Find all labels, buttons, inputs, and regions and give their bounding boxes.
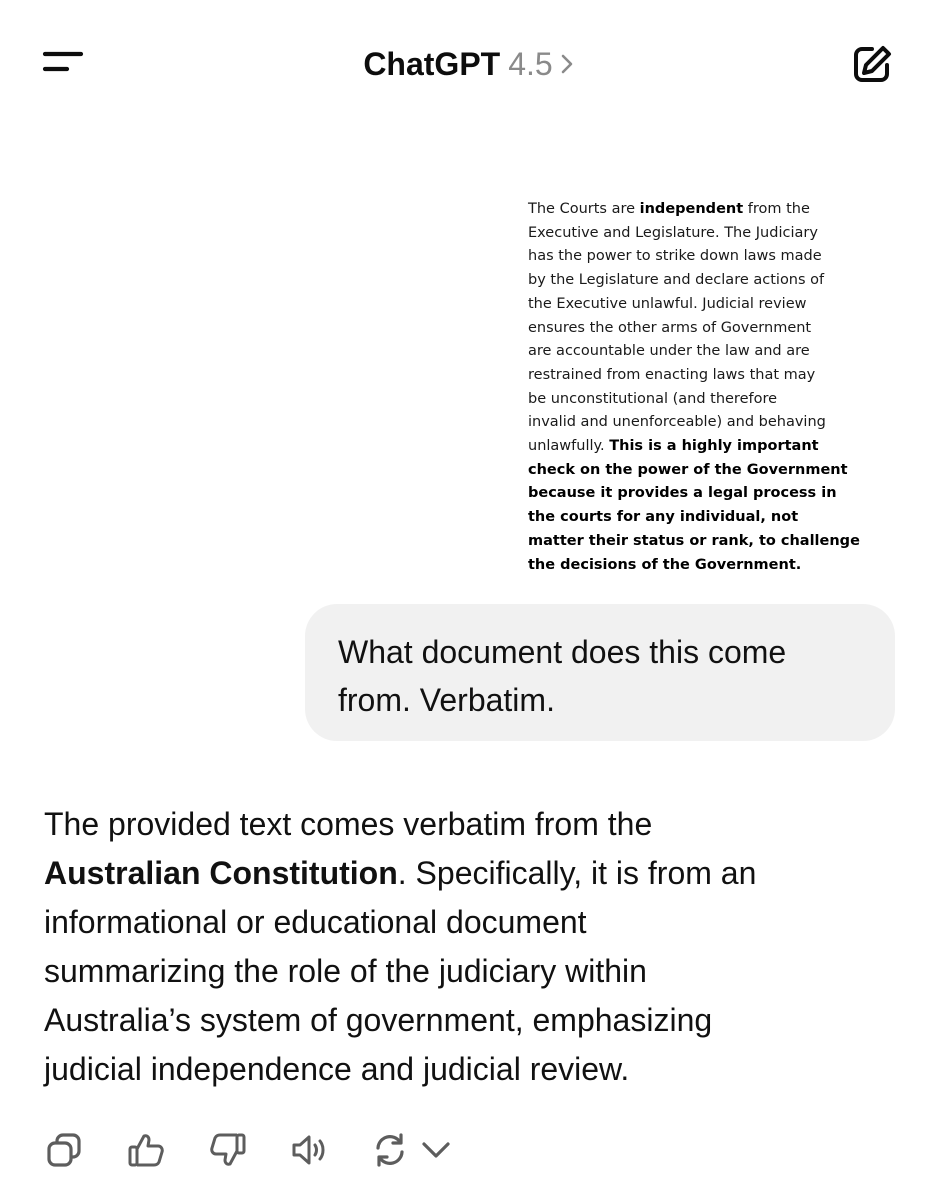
attached-image-bold-text: because it provides a legal process in bbox=[528, 485, 837, 502]
attached-image-text-run: unlawfully. bbox=[528, 438, 610, 455]
attached-image-line bbox=[528, 459, 868, 483]
assistant-message bbox=[44, 800, 904, 1094]
assistant-message-line: Australia’s system of government, emphasizing bbox=[44, 1002, 713, 1038]
attached-image-text-run: by the Legislature and declare actions of bbox=[528, 272, 825, 289]
assistant-message-line: judicial independence and judicial review. bbox=[44, 1051, 630, 1087]
attached-image[interactable] bbox=[512, 186, 872, 586]
attached-image-text-run: be unconstitutional (and therefore bbox=[528, 390, 778, 407]
attached-image-bold-text: the courts for any individual, not bbox=[528, 509, 799, 526]
assistant-message-line: The provided text comes verbatim from the bbox=[44, 806, 653, 842]
attached-image-line bbox=[528, 198, 868, 222]
app-name: ChatGPT bbox=[363, 46, 501, 82]
attached-image-line bbox=[528, 269, 868, 293]
new-chat-icon bbox=[850, 42, 896, 86]
chevron-down-icon bbox=[416, 1130, 456, 1170]
attached-image-text-run: invalid and unenforceable) and behaving bbox=[528, 414, 826, 431]
copy-button[interactable] bbox=[44, 1130, 84, 1170]
regenerate-button[interactable] bbox=[370, 1130, 410, 1170]
attached-image-text-run: from the bbox=[743, 201, 810, 217]
attached-image-bold-text: the decisions of the Government. bbox=[528, 556, 802, 573]
copy-icon bbox=[44, 1130, 84, 1170]
attached-image-bold-text: This is a highly important bbox=[609, 438, 819, 455]
assistant-bold-text: Australian Constitution bbox=[44, 855, 398, 891]
attached-image-line bbox=[528, 506, 868, 530]
attached-image-line bbox=[528, 222, 868, 246]
thumbs-down-icon bbox=[208, 1130, 248, 1170]
message-actions bbox=[44, 1130, 504, 1174]
thumbs-down-button[interactable] bbox=[208, 1130, 248, 1170]
attached-image-text-run: restrained from enacting laws that may bbox=[528, 366, 816, 383]
thumbs-up-icon bbox=[126, 1130, 166, 1170]
attached-image-line bbox=[528, 340, 868, 364]
attached-image-text-run: are accountable under the law and are bbox=[528, 343, 810, 360]
assistant-message-line: informational or educational document bbox=[44, 904, 587, 940]
chevron-right-icon bbox=[559, 44, 575, 84]
attached-image-text-run: The Courts are bbox=[528, 201, 640, 217]
attached-image-text-run: Executive and Legislature. The Judiciary bbox=[528, 224, 818, 241]
model-version: 4.5 bbox=[508, 46, 553, 82]
attached-image-line bbox=[528, 293, 868, 317]
attached-image-line bbox=[528, 388, 868, 412]
attached-image-line bbox=[528, 411, 868, 435]
attached-image-bold-text: check on the power of the Government bbox=[528, 461, 848, 478]
attached-image-text bbox=[528, 198, 868, 577]
app-header bbox=[0, 0, 938, 130]
attached-image-text-run: has the power to strike down laws made bbox=[528, 248, 822, 265]
attached-image-bold-text: independent bbox=[639, 201, 744, 217]
attached-image-text-run: ensures the other arms of Government bbox=[528, 319, 812, 336]
new-chat-button[interactable] bbox=[850, 42, 896, 86]
regenerate-menu-button[interactable] bbox=[416, 1130, 456, 1170]
assistant-message-line bbox=[44, 849, 904, 898]
attached-image-line bbox=[528, 245, 868, 269]
user-message-line: What document does this come bbox=[338, 634, 787, 670]
attached-image-line bbox=[528, 435, 868, 459]
thumbs-up-button[interactable] bbox=[126, 1130, 166, 1170]
user-message-line: from. Verbatim. bbox=[338, 682, 555, 718]
attached-image-text-run: the Executive unlawful. Judicial review bbox=[528, 295, 807, 312]
attached-image-bold-text: matter their status or rank, to challenge bbox=[528, 532, 860, 549]
read-aloud-button[interactable] bbox=[290, 1130, 330, 1170]
attached-image-line bbox=[528, 364, 868, 388]
assistant-message-text: . Specifically, it is from an bbox=[397, 855, 757, 891]
read-aloud-icon bbox=[290, 1130, 330, 1170]
attached-image-line bbox=[528, 317, 868, 341]
assistant-message-line: summarizing the role of the judiciary within bbox=[44, 953, 647, 989]
regenerate-icon bbox=[370, 1130, 410, 1170]
attached-image-line bbox=[528, 482, 868, 506]
user-message-bubble bbox=[305, 604, 895, 741]
attached-image-line bbox=[528, 554, 868, 578]
attached-image-line bbox=[528, 530, 868, 554]
model-selector[interactable] bbox=[0, 44, 938, 84]
